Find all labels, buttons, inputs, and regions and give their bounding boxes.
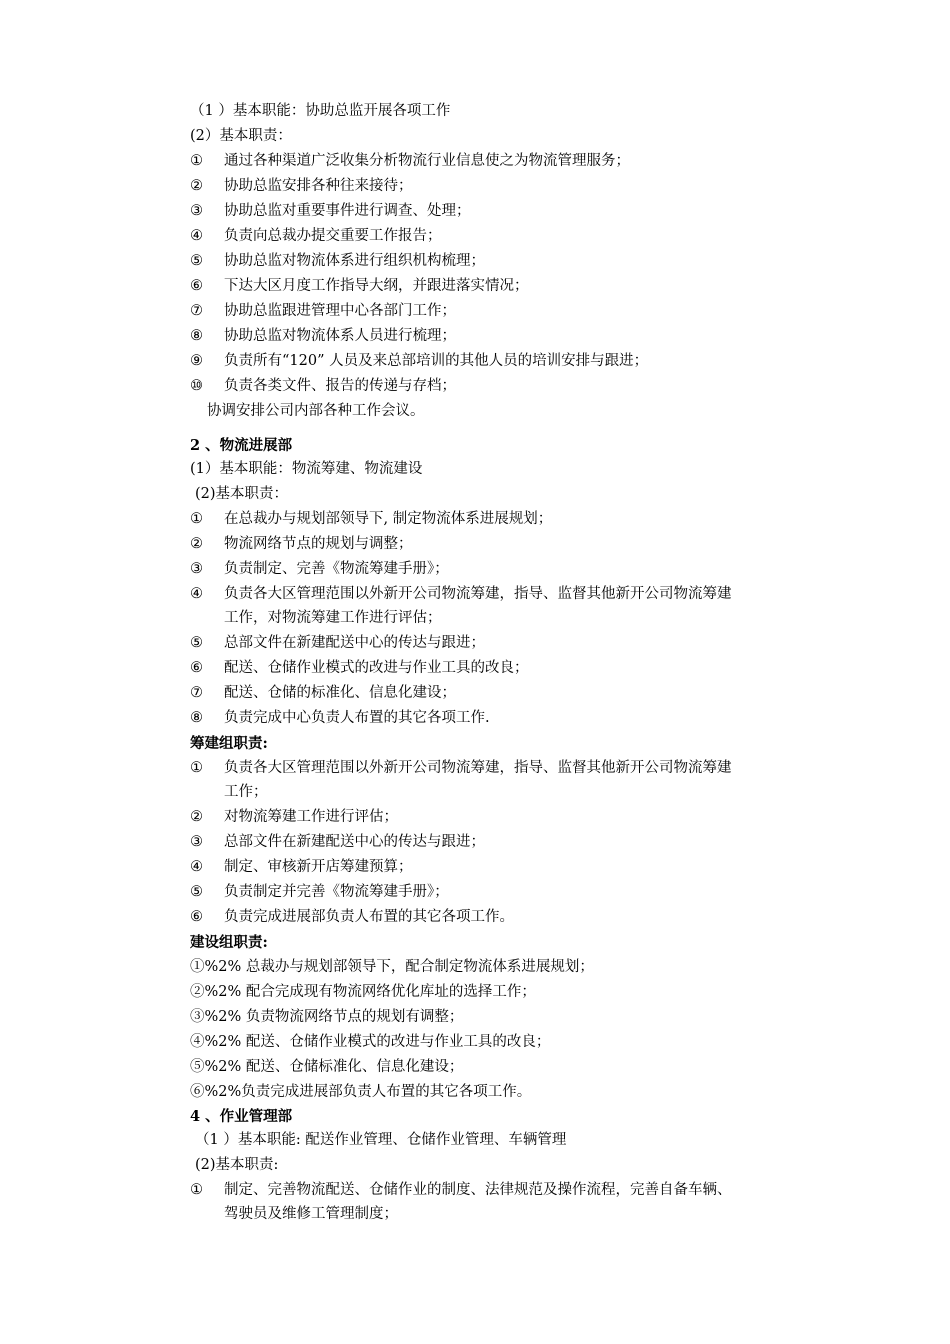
list-item: ⑨ 负责所有“120” 人员及来总部培训的其他人员的培训安排与跟进； xyxy=(190,353,649,369)
list-item: ⑧ 负责完成中心负责人布置的其它各项工作. xyxy=(190,710,490,726)
list-item: ⑦ 配送、仓储的标准化、信息化建设； xyxy=(190,685,456,701)
list-item: ③ 负责制定、完善《物流筹建手册》； xyxy=(190,561,449,577)
list-item: ③ 总部文件在新建配送中心的传达与跟进； xyxy=(190,834,485,850)
list-item: ② 物流网络节点的规划与调整； xyxy=(190,536,413,552)
list-item: ⑤ 协助总监对物流体系进行组织机构梳理； xyxy=(190,253,485,269)
list-item: ②%2% 配合完成现有物流网络优化库址的选择工作； xyxy=(190,984,536,1000)
list-item: ② 对物流筹建工作进行评估； xyxy=(190,809,398,825)
list-item: ①%2% 总裁办与规划部领导下，配合制定物流体系进展规划； xyxy=(190,959,594,975)
list-item: ⑥ 负责完成进展部负责人布置的其它各项工作。 xyxy=(190,909,514,925)
list-item: ① 负责各大区管理范围以外新开公司物流筹建，指导、监督其他新开公司物流筹建 xyxy=(190,760,732,776)
line-basic-duties: (2)基本职责： xyxy=(195,486,289,502)
list-item: ① 通过各种渠道广泛收集分析物流行业信息使之为物流管理服务； xyxy=(190,153,630,169)
list-item: ⑤ 负责制定并完善《物流筹建手册》； xyxy=(190,884,449,900)
list-item: ⑥ 配送、仓储作业模式的改进与作业工具的改良； xyxy=(190,660,529,676)
list-item: ④ 负责向总裁办提交重要工作报告； xyxy=(190,228,442,244)
subsection-heading: 建设组职责: xyxy=(190,934,268,951)
list-item: ③ 协助总监对重要事件进行调查、处理； xyxy=(190,203,471,219)
list-item: ① 制定、完善物流配送、仓储作业的制度、法律规范及操作流程，完善自备车辆、 xyxy=(190,1182,732,1198)
list-item: ⑧ 协助总监对物流体系人员进行梳理； xyxy=(190,328,456,344)
list-item: ④ 制定、审核新开店筹建预算； xyxy=(190,859,413,875)
line-basic-function: （1 ）基本职能：协助总监开展各项工作 xyxy=(190,103,451,119)
section-heading: 4 、作业管理部 xyxy=(190,1108,293,1125)
list-item: ④ 负责各大区管理范围以外新开公司物流筹建，指导、监督其他新开公司物流筹建 xyxy=(190,586,732,602)
list-item: ⑦ 协助总监跟进管理中心各部门工作； xyxy=(190,303,456,319)
line-basic-function: （1 ）基本职能: 配送作业管理、仓储作业管理、车辆管理 xyxy=(195,1132,567,1148)
list-item: ⑥ 下达大区月度工作指导大纲，并跟进落实情况； xyxy=(190,278,529,294)
list-item-continuation: 驾驶员及维修工管理制度； xyxy=(224,1206,398,1222)
line-basic-function: (1）基本职能：物流筹建、物流建设 xyxy=(190,461,423,477)
list-item: ③%2% 负责物流网络节点的规划有调整； xyxy=(190,1009,464,1025)
list-item: ④%2% 配送、仓储作业模式的改进与作业工具的改良； xyxy=(190,1034,551,1050)
list-item: ⑤ 总部文件在新建配送中心的传达与跟进； xyxy=(190,635,485,651)
list-item-continuation: 工作，对物流筹建工作进行评估； xyxy=(224,610,442,626)
list-item: ⑤%2% 配送、仓储标准化、信息化建设； xyxy=(190,1059,464,1075)
subsection-heading: 筹建组职责: xyxy=(190,735,268,752)
list-item: ② 协助总监安排各种往来接待； xyxy=(190,178,413,194)
list-item-continuation: 工作； xyxy=(224,784,268,800)
paragraph-text: 协调安排公司内部各种工作会议。 xyxy=(207,403,425,419)
section-heading: 2 、物流进展部 xyxy=(190,437,293,454)
line-basic-duties: (2)基本职责: xyxy=(195,1157,279,1173)
list-item: ① 在总裁办与规划部领导下, 制定物流体系进展规划； xyxy=(190,511,553,527)
list-item: ⑥%2%负责完成进展部负责人布置的其它各项工作。 xyxy=(190,1084,532,1100)
line-basic-duties: (2）基本职责： xyxy=(190,128,292,144)
list-item: ⑩ 负责各类文件、报告的传递与存档； xyxy=(190,378,456,394)
